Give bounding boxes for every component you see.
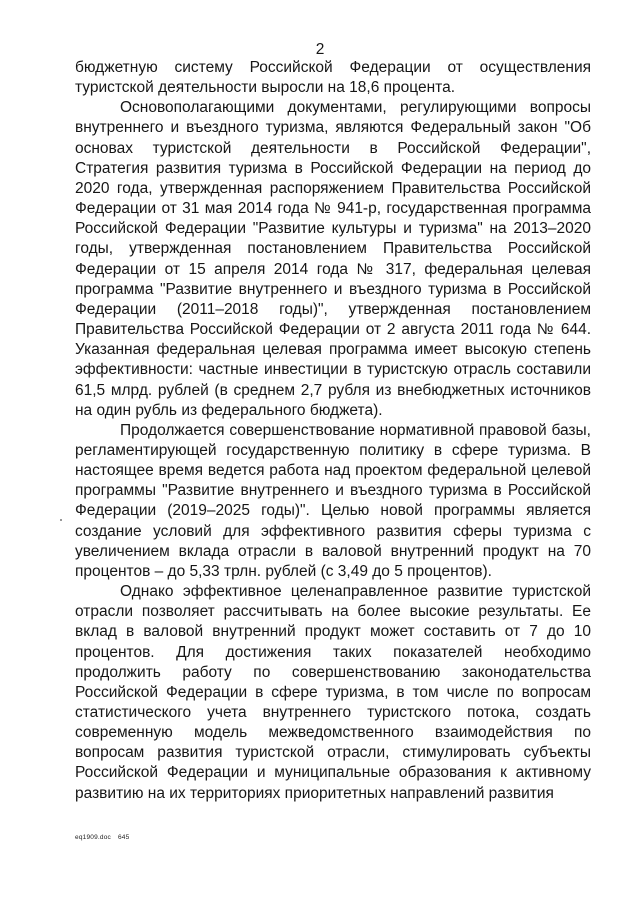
paragraph-legal-documents: Основополагающими документами, регулирующими вопросы внутреннего и въездного туризма, являются Федеральный закон "Об основах туристской деятельности в Российской Федерации", Стратегия развития туризма в Российской Федерации на период до 2020 года, утвержденная распоряжением Правительства Российской Федерации от 31 мая 2014 года № 941-р, государственная программа Российской Федерации "Развитие культуры и туризма" на 2013–2020 годы, утвержденная постановлением Правительства Российской Федерации от 15 апреля 2014 года № 317, федеральная целевая программа "Развитие внутреннего и въездного туризма в Российской Федерации (2011–2018 годы)", утвержденная постановлением Правительства Российской Федерации от 2 августа 2011 года № 644. Указанная федеральная целевая программа имеет высокую степень эффективности: частные инвестиции в туристскую отрасль составили 61,5 млрд. рублей (в среднем 2,7 рубля из внебюджетных источников на один рубль из федерального бюджета). [75, 99, 591, 419]
footer-file-info [75, 834, 129, 842]
footer-filename: eq1909.doc [75, 834, 111, 841]
footer-code: 645 [117, 834, 130, 841]
paragraph-regulatory-base: Продолжается совершенствование нормативной правовой базы, регламентирующей государственную политику в сфере туризма. В настоящее время ведется работа над проектом федеральной целевой программы "Развитие внутреннего и въездного туризма в Российской Федерации (2019–2025 годы)". Целью новой программы является создание условий для эффективного развития сферы туризма с увеличением вклада отрасли в валовой внутренний продукт на 70 процентов – до 5,33 трлн. рублей (с 3,49 до 5 процентов). [75, 421, 591, 580]
document-body [75, 58, 591, 804]
scan-speck [60, 519, 62, 521]
page-number: 2 [315, 41, 325, 58]
paragraph-development-outlook: Однако эффективное целенаправленное развитие туристской отрасли позволяет рассчитывать на более высокие результаты. Ее вклад в валовой внутренний продукт может составить от 7 до 10 процентов. Для достижения таких показателей необходимо продолжить работу по совершенствованию законодательства Российской Федерации в сфере туризма, в том числе по вопросам статистического учета внутреннего туристского потока, создать современную модель межведомственного взаимодействия по вопросам развития туристской отрасли, стимулировать субъекты Российской Федерации и муниципальные образования к активному развитию на их территориях приоритетных направлений развития [75, 583, 591, 802]
paragraph-continuation: бюджетную систему Российской Федерации от осуществления туристской деятельности выросли на 18,6 процента. [75, 59, 591, 97]
